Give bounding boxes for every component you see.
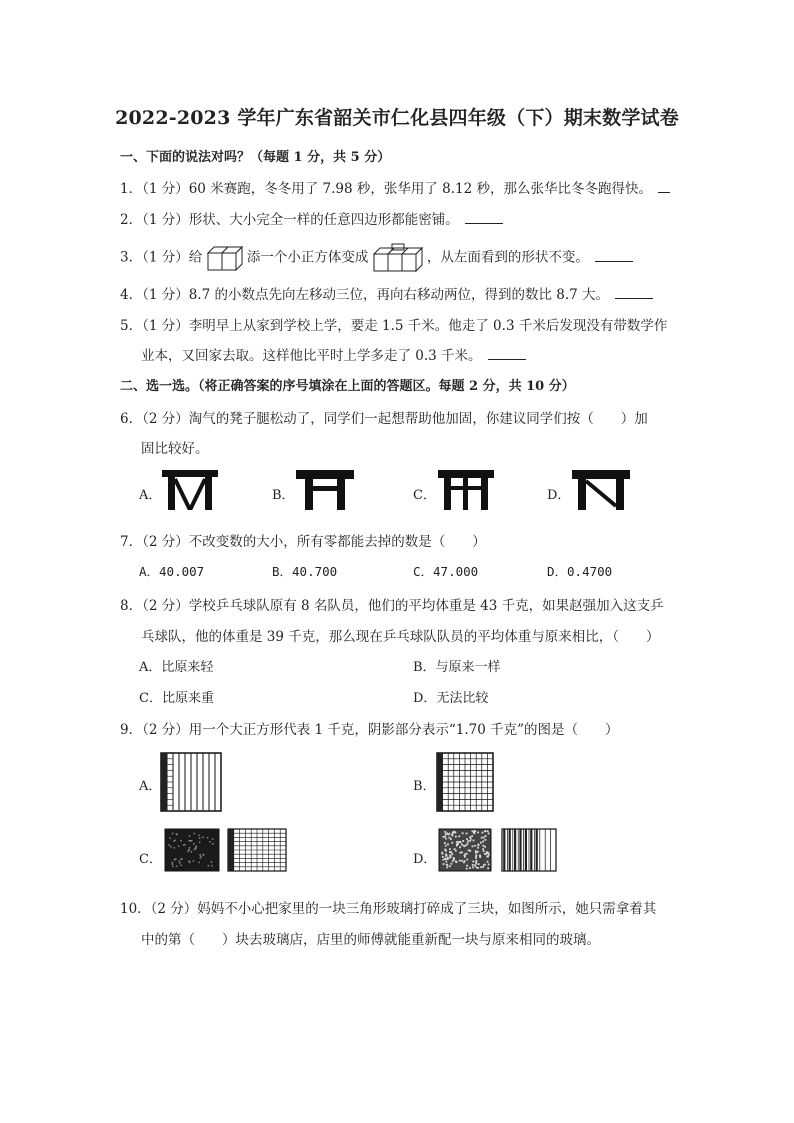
option-6d-label[interactable]: D． [547,488,571,503]
option-8a[interactable]: A．比原来轻 [139,660,214,675]
question-3-text-c: ，从左面看到的形状不变。 [426,249,589,266]
option-6c-label[interactable]: C． [413,488,436,503]
question-3-text-b: 添一个小正方体变成 [246,249,369,266]
answer-blank[interactable] [465,211,503,224]
question-2-text: 2．（1 分）形状、大小完全一样的任意四边形都能密铺。 [120,212,459,228]
question-5-text: 业本，又回家去取。这样他比平时上学多走了 0.3 千米。 [141,348,482,364]
option-9a-label[interactable]: A． [139,779,162,794]
option-6b-label[interactable]: B． [272,488,295,503]
option-7b[interactable]: B．40.700 [272,564,338,579]
section-heading-1: 一、下面的说法对吗？（每题 1 分，共 5 分） [120,150,391,165]
question-8-line-1: 8．（2 分）学校乒乓球队原有 8 名队员，他们的平均体重是 43 千克，如果赵强加入这支乒 [120,598,664,614]
grid-d-figure [438,828,558,872]
option-8c[interactable]: C．比原来重 [139,691,214,706]
three-cubes-figure [373,243,423,273]
answer-blank[interactable] [658,180,670,193]
question-6-line-2: 固比较好。 [141,441,209,457]
question-2 [120,208,503,228]
answer-blank[interactable] [595,249,633,262]
question-1 [120,177,670,197]
grid-a-figure [160,752,222,812]
grid-b-figure [436,752,494,812]
section-heading-2: 二、选一选。（将正确答案的序号填涂在上面的答题区。每题 2 分，共 10 分） [120,379,575,394]
question-9: 9．（2 分）用一个大正方形代表 1 千克，阴影部分表示“1.70 千克”的图是（ ） [120,722,619,738]
option-7d[interactable]: D．0.4700 [547,564,613,579]
grid-c-figure [164,828,288,872]
option-7a[interactable]: A．40.007 [139,564,205,579]
stool-d-figure [572,470,630,510]
question-5-line-2 [141,344,526,364]
option-9d-label[interactable]: D． [413,852,437,867]
option-7c[interactable]: C．47.000 [413,564,479,579]
question-8-line-2: 乓球队，他的体重是 39 千克，那么现在乒乓球队队员的平均体重与原来相比，（ ） [141,629,660,645]
option-9c-label[interactable]: C． [139,852,162,867]
option-9b-label[interactable]: B． [413,779,436,794]
two-cubes-figure [207,244,243,272]
stool-b-figure [296,470,354,510]
option-6a-label[interactable]: A． [139,488,162,503]
stool-c-figure [438,470,494,510]
option-8d[interactable]: D．无法比较 [413,691,489,706]
question-7: 7．（2 分）不改变数的大小，所有零都能去掉的数是（ ） [120,534,486,550]
question-10-line-2: 中的第（ ）块去玻璃店，店里的师傅就能重新配一块与原来相同的玻璃。 [141,932,600,948]
question-5-line-1: 5．（1 分）李明早上从家到学校上学，要走 1.5 千米。他走了 0.3 千米后发现没有带数学作 [120,318,668,334]
stool-a-figure [162,470,218,510]
question-10-line-1: 10．（2 分）妈妈不小心把家里的一块三角形玻璃打碎成了三块，如图所示，她只需拿着其 [120,901,657,917]
question-3 [120,243,633,273]
answer-blank[interactable] [615,286,653,299]
question-4-text: 4．（1 分）8.7 的小数点先向左移动三位，再向右移动两位，得到的数比 8.7 大。 [120,287,610,303]
page-title: 2022-2023 学年广东省韶关市仁化县四年级（下）期末数学试卷 [115,107,679,129]
answer-blank[interactable] [488,347,526,360]
question-6-line-1: 6．（2 分）淘气的凳子腿松动了，同学们一起想帮助他加固，你建议同学们按（ ）加 [120,411,648,427]
question-1-text: 1．（1 分）60 米赛跑，冬冬用了 7.98 秒，张华用了 8.12 秒，那么张华比冬冬跑得快。 [120,181,652,197]
question-3-text-a: 3．（1 分）给 [120,249,203,266]
option-8b[interactable]: B．与原来一样 [413,660,501,675]
question-4 [120,283,653,303]
